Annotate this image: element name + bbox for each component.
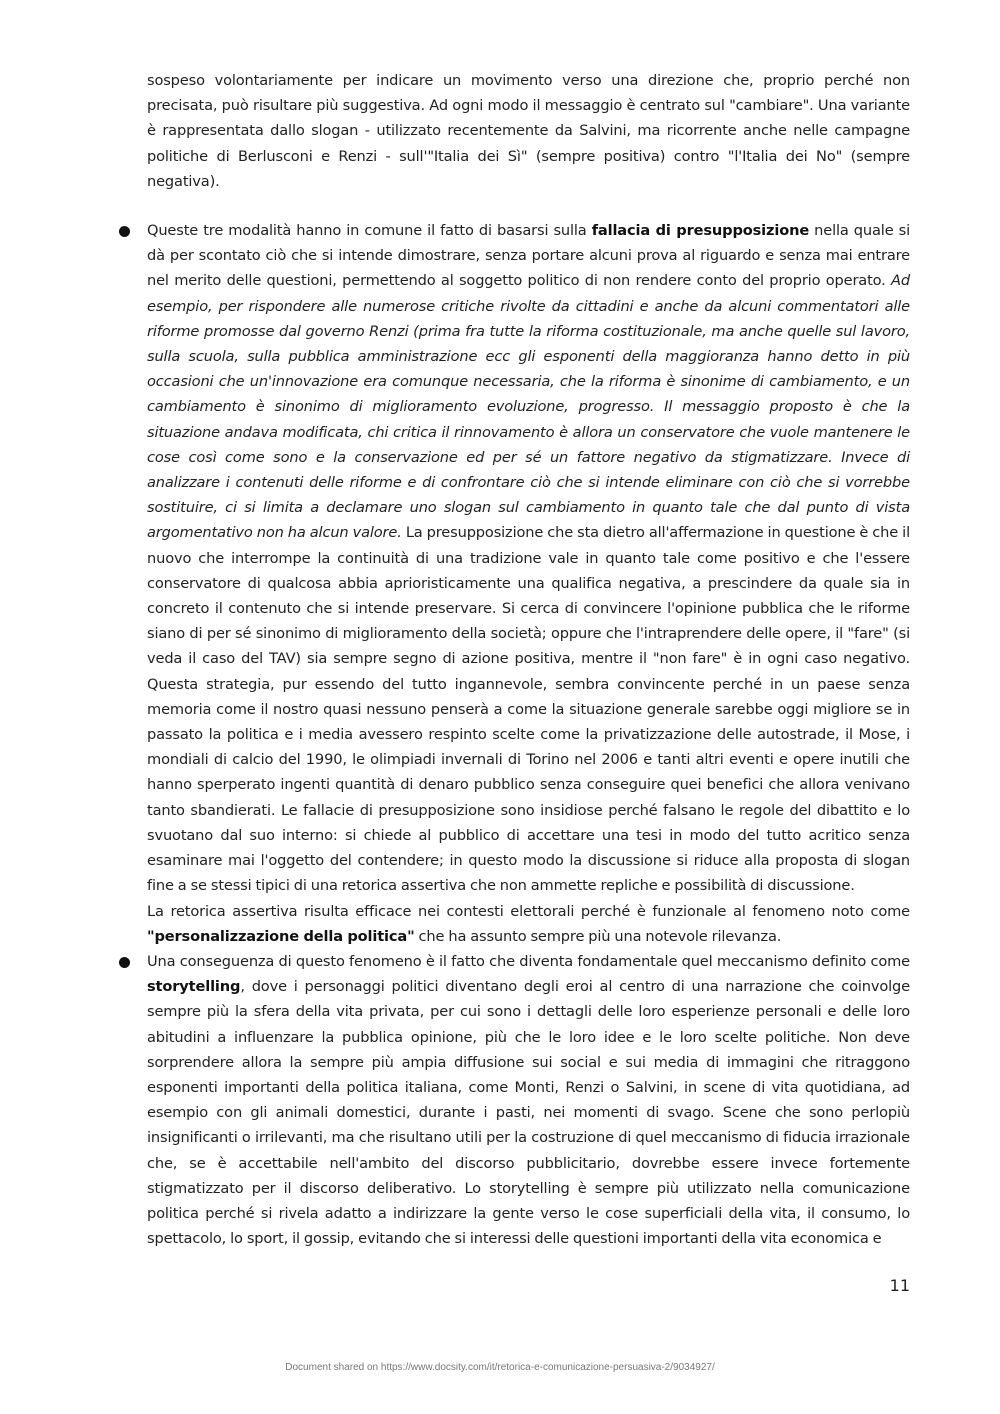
document-body (147, 68, 910, 1251)
bold-term: fallacia di presupposizione (591, 222, 810, 240)
bold-term: "personalizzazione della politica" (147, 927, 415, 945)
bold-term: storytelling (147, 978, 241, 996)
paragraph-personalization: La retorica assertiva risulta efficace nei contesti elettorali perché è funzionale al fenomeno noto come "personalizzazione della politica" che ha assunto sempre più una notevole rilevanza. (147, 902, 910, 945)
paragraph-storytelling: Una conseguenza di questo fenomeno è il fatto che diventa fondamentale quel meccanismo definito come storytelling, dove i personaggi politici diventano degli eroi al centro di una narrazione che coinvolge sempre più la sfera della vita privata, per cui sono i dettagli delle loro esperienze personali e delle loro abitudini a influenzare la pubblica opinione, più che le loro idee e le loro scelte politiche. Non deve sorprendere allora la sempre più ampia diffusione sui social e sui media di immagini che ritraggono esponenti importanti della politica italiana, come Monti, Renzi o Salvini, in scene di vita quotidiana, ad esempio con gli animali domestici, durante i pasti, nei momenti di svago. Scene che sono perlopiù insignificanti o irrilevanti, ma che risultano utili per la costruzione di quel meccanismo di fiducia irrazionale che, se è accettabile nell'ambito del discorso pubblicitario, dovrebbe essere invece fortemente stigmatizzato per il discorso deliberativo. Lo storytelling è sempre più utilizzato nella comunicazione politica perché si rivela adatto a indirizzare la gente verso le cose superficiali della vita, il consumo, lo spettacolo, lo sport, il gossip, evitando che si interessi delle questioni importanti della vita economica e (147, 952, 910, 1248)
list-item (147, 949, 910, 1251)
page-number: 11 (889, 1276, 910, 1295)
bullet-icon (119, 226, 130, 237)
footer-source-link[interactable]: Document shared on https://www.docsity.com/it/retorica-e-comunicazione-persuasiva-2/9034927/ (285, 1362, 715, 1373)
bullet-icon (119, 957, 130, 968)
paragraph-presupposition: Queste tre modalità hanno in comune il fatto di basarsi sulla fallacia di presupposizione nella quale si dà per scontato ciò che si intende dimostrare, senza portare alcuni prova al riguardo e senza mai entrare nel merito delle questioni, permettendo al soggetto politico di non rendere conto del proprio operato. Ad esempio, per rispondere alle numerose critiche rivolte da cittadini e anche da alcuni commentatori alle riforme promosse dal governo Renzi (prima fra tutte la riforma costituzionale, ma anche quelle sul lavoro, sulla scuola, sulla pubblica amministrazione ecc gli esponenti della maggioranza hanno detto in più occasioni che un'innovazione era comunque necessaria, che la riforma è sinonime di cambiamento, e un cambiamento è sinonimo di miglioramento evoluzione, progresso. Il messaggio proposto è che la situazione andava modificata, chi critica il rinnovamento è allora un conservatore che vuole mantenere le cose così come sono e la conservazione ed per sé un fattore negativo da stigmatizzare. Invece di analizzare i contenuti delle riforme e di confrontare ciò che si intende eliminare con ciò che si vorrebbe sostituire, ci si limita a declamare uno slogan sul cambiamento in quanto tale che dal punto di vista argomentativo non ha alcun valore. La presupposizione che sta dietro all'affermazione in questione è che il nuovo che interrompe la continuità di una tradizione vale in quanto tale come positivo e che l'essere conservatore di qualcosa abbia aprioristicamente una qualifica negativa, a prescindere da quale sia in concreto il contenuto che si intende preservare. Si cerca di convincere l'opinione pubblica che le riforme siano di per sé sinonimo di miglioramento della società; oppure che l'intraprendere delle opere, il "fare" (si veda il caso del TAV) sia sempre segno di azione positiva, mentre il "non fare" è in ogni caso negativo. Questa strategia, pur essendo del tutto ingannevole, sembra convincente perché in un paese senza memoria come il nostro quasi nessuno penserà a come la situazione generale sarebbe oggi migliore se in passato la politica e i media avessero respinto scelte come la privatizzazione delle autostrade, il Mose, i mondiali di calcio del 1990, le olimpiadi invernali di Torino nel 2006 e tanti altri eventi e opere inutili che hanno sperperato ingenti quantità di denaro pubblico senza conseguire quei benefici che allora venivano tanto sbandierati. Le fallacie di presupposizione sono insidiose perché falsano le regole del dibattito e lo svuotano dal suo interno: si chiede al pubblico di accettare una tesi in modo del tutto acritico senza esaminare mai l'oggetto del contendere; in questo modo la discussione si riduce alla proposta di slogan fine a se stessi tipici di una retorica assertiva che non ammette repliche e possibilità di discussione. (147, 222, 910, 895)
italic-example: Ad esempio, per rispondere alle numerose critiche rivolte da cittadini e anche da alcuni commentatori alle riforme promosse dal governo Renzi (prima fra tutte la riforma costituzionale, ma anche quelle sul lavoro, sulla scuola, sulla pubblica amministrazione ecc gli esponenti della maggioranza hanno detto in più occasioni che un'innovazione era comunque necessaria, che la riforma è sinonime di cambiamento, e un cambiamento è sinonimo di miglioramento evoluzione, progresso. Il messaggio proposto è che la situazione andava modificata, chi critica il rinnovamento è allora un conservatore che vuole mantenere le cose così come sono e la conservazione ed per sé un fattore negativo da stigmatizzare. Invece di analizzare i contenuti delle riforme e di confrontare ciò che si intende eliminare con ciò che si vorrebbe sostituire, ci si limita a declamare uno slogan sul cambiamento in quanto tale che dal punto di vista argomentativo non ha alcun valore. (147, 272, 910, 542)
list-item (147, 218, 910, 898)
paragraph-intro: sospeso volontariamente per indicare un movimento verso una direzione che, proprio perché non precisata, può risultare più suggestiva. Ad ogni modo il messaggio è centrato sul "cambiare". Una variante è rappresentata dallo slogan - utilizzato recentemente da Salvini, ma ricorrente anche nelle campagne politiche di Berlusconi e Renzi - sull'"Italia dei Sì" (sempre positiva) contro "l'Italia dei No" (sempre negativa). (147, 72, 910, 190)
